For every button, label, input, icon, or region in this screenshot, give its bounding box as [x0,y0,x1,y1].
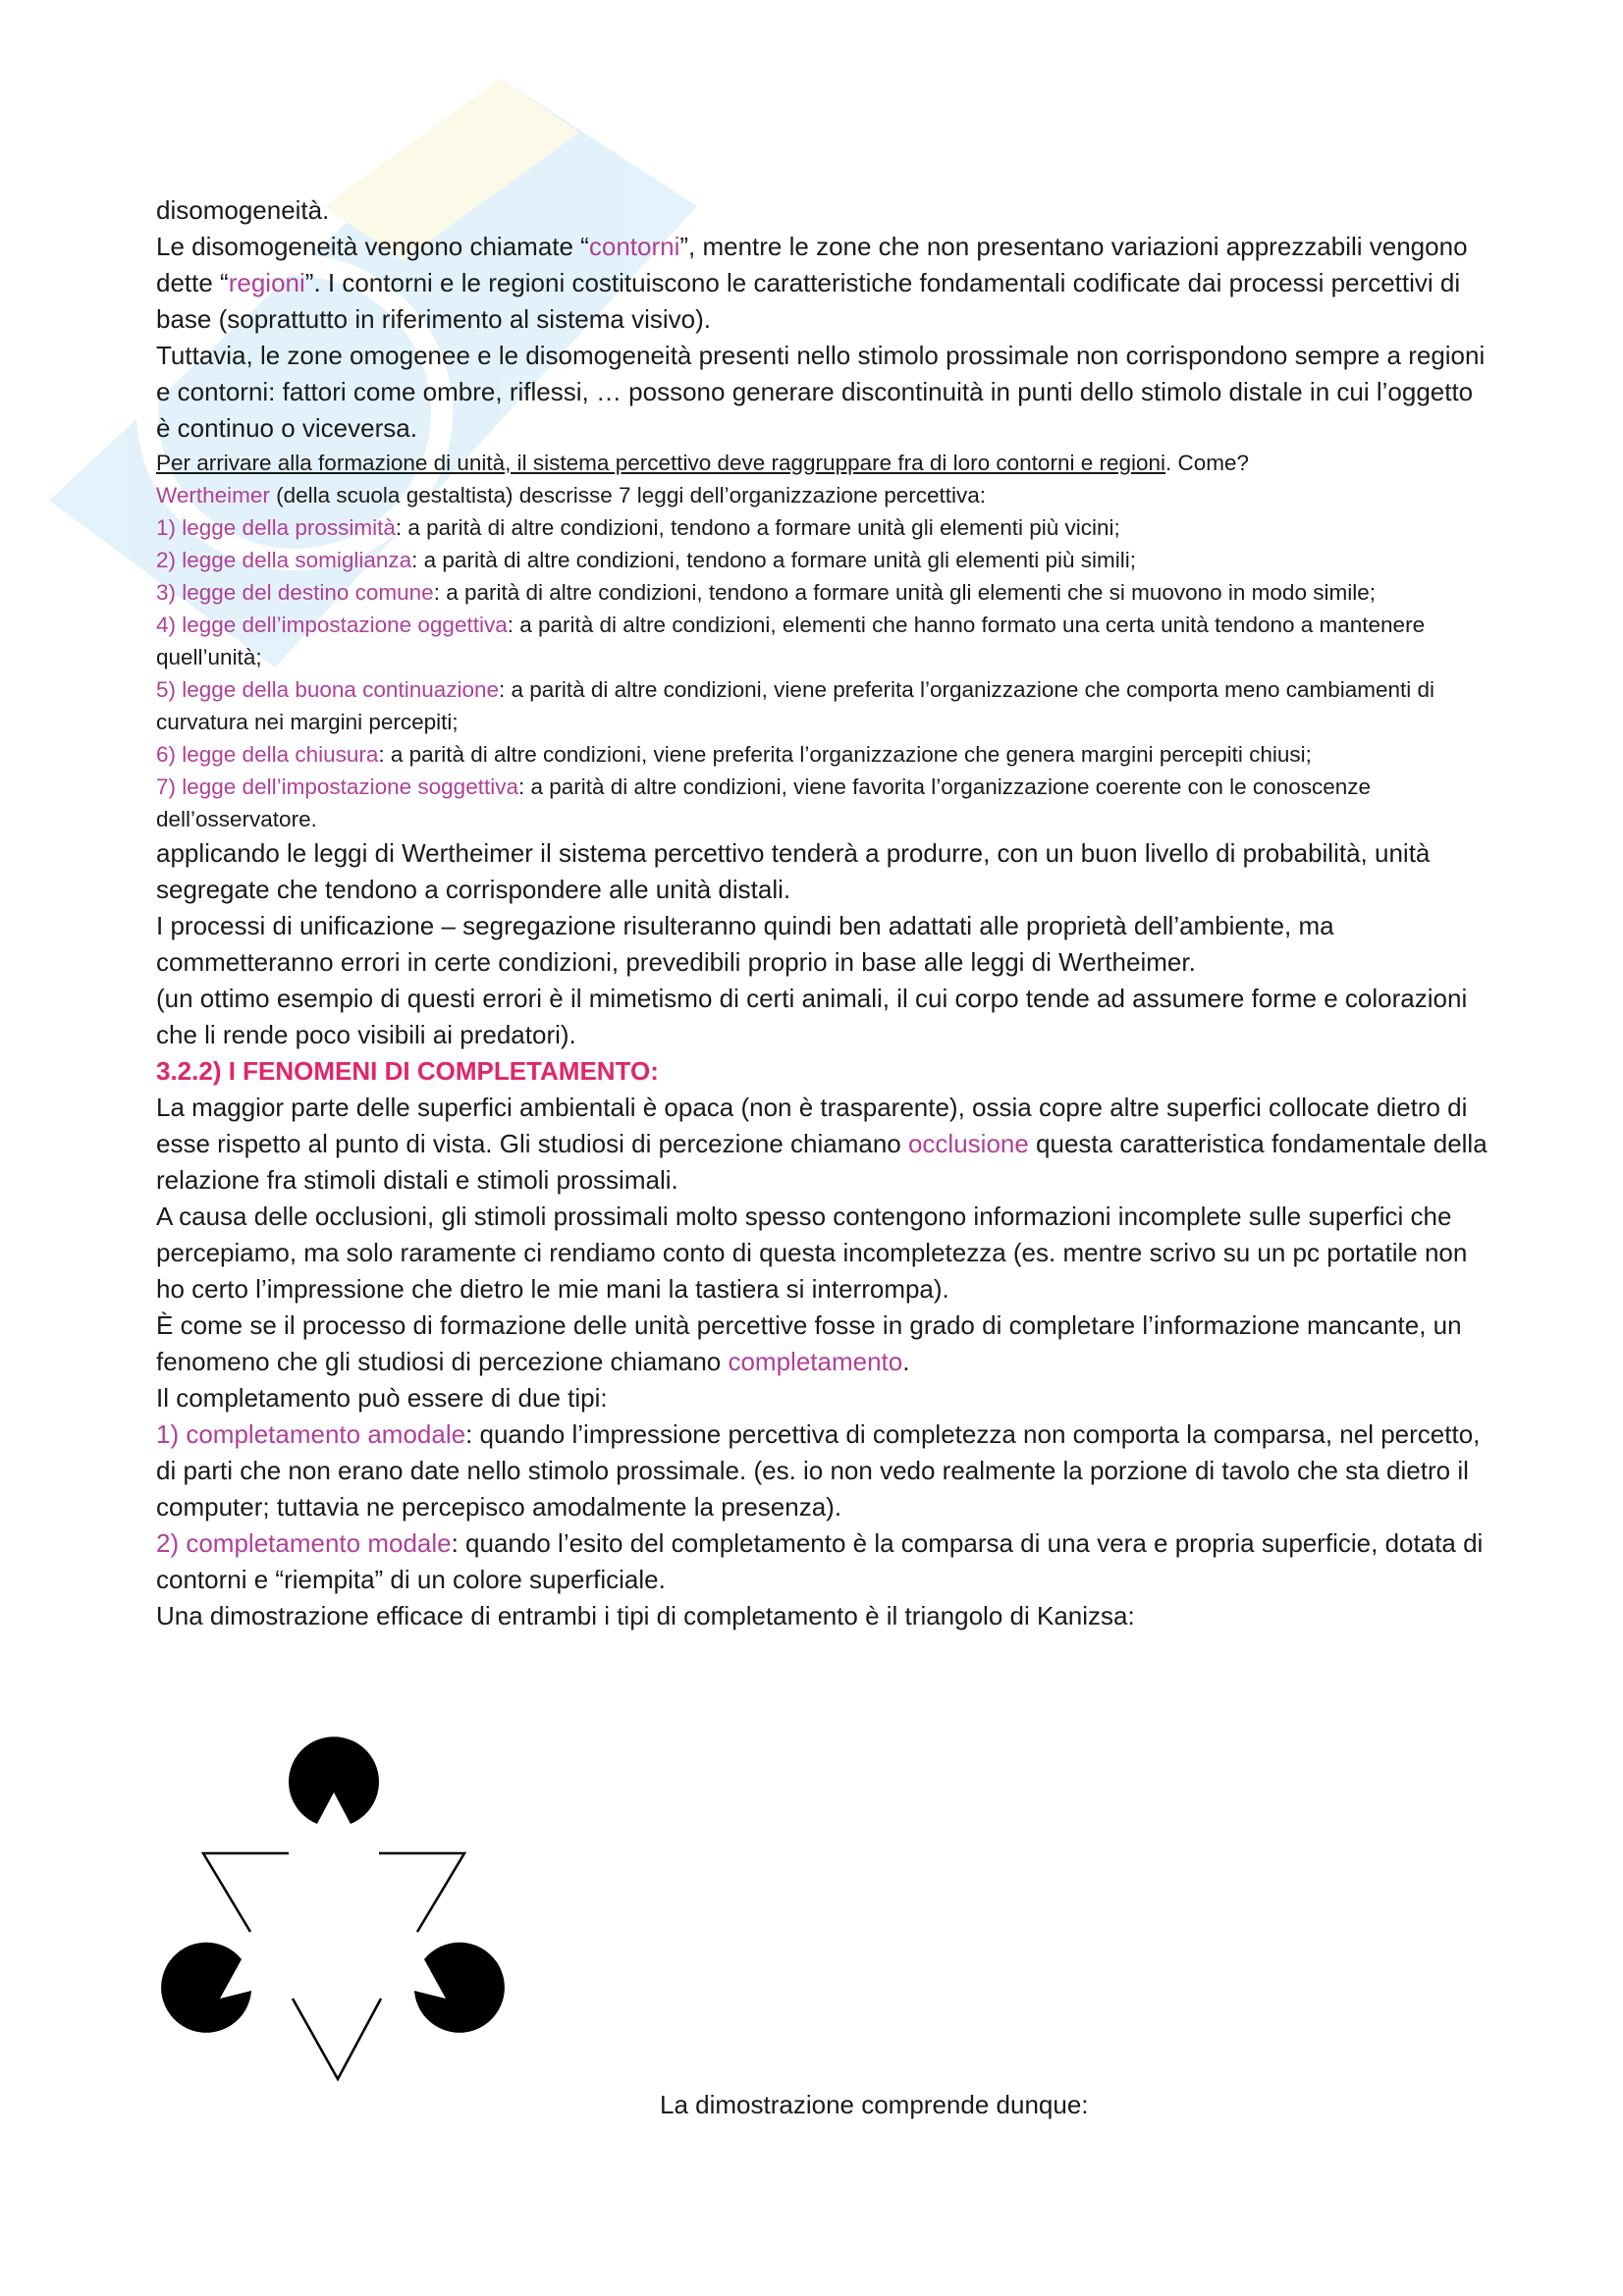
text-run: 3) legge del destino comune [156,580,434,605]
kanizsa-triangle-figure [147,1708,540,2091]
text-run: 1) completamento amodale [156,1419,466,1449]
text-run: occlusione [907,1129,1029,1158]
text-run: : a parità di altre condizioni, tendono a formare unità gli elementi più simili; [411,548,1137,572]
paragraph-p12 [156,1525,1491,1598]
text-run: 1) legge della prossimità [156,515,396,540]
text-run: 7) legge dell’impostazione soggettiva [156,774,518,799]
gestalt-laws-list [156,447,1491,835]
paragraph-s8 [156,738,1491,771]
paragraph-p3 [156,338,1491,447]
text-run: 2) completamento modale [156,1528,452,1558]
text-run: : quando l’impressione percettiva di completezza non comporta la comparsa, nel percetto, di parti che non erano date nello stimolo prossimale. (es. io non vedo realmente la porzione di tavolo che sta dietro il computer; tuttavia ne percepisco amodalmente la presenza). [156,1419,1481,1522]
paragraph-p13 [156,1598,1491,1634]
paragraph-s7 [156,673,1491,738]
text-run: Tuttavia, le zone omogenee e le disomogeneità presenti nello stimolo prossimale non corrispondono sempre a regioni e contorni: fattori come ombre, riflessi, … possono generare discontinuità in punti dello stimolo distale in cui l’oggetto è continuo o viceversa. [156,341,1486,443]
paragraph-s1 [156,447,1491,479]
wertheimer-paragraphs [156,835,1491,1053]
text-run: (della scuola gestaltista) descrisse 7 leggi dell’organizzazione percettiva: [269,483,987,507]
pacman-top [289,1736,379,1824]
text-run: : a parità di altre condizioni, viene preferita l’organizzazione che genera margini percepiti chiusi; [378,742,1312,767]
text-run: (un ottimo esempio di questi errori è il mimetismo di certi animali, il cui corpo tende ad assumere forme e colorazioni che li rende poco visibili ai predatori). [156,984,1468,1049]
paragraph-p5 [156,908,1491,981]
paragraph-p10 [156,1380,1491,1416]
outline-triangle-right-corner [379,1853,464,1932]
paragraph-s6 [156,609,1491,673]
intro-paragraphs [156,192,1491,447]
paragraph-p1 [156,192,1491,229]
text-run: A causa delle occlusioni, gli stimoli prossimali molto spesso contengono informazioni incomplete sulle superfici che percepiamo, ma solo raramente ci rendiamo conto di questa incompletezza (es. mentre scrivo su un pc portatile non ho certo l’impressione che dietro le mie mani la tastiera si interrompa). [156,1201,1468,1304]
pacman-left [161,1943,251,2033]
text-run: . Come? [1165,451,1250,475]
paragraph-p8 [156,1199,1491,1308]
text-run: 2) legge della somiglianza [156,548,412,572]
paragraph-s9 [156,771,1491,835]
text-run: 4) legge dell’impostazione oggettiva [156,613,508,637]
text-run: : a parità di altre condizioni, elementi che hanno formato una certa unità tendono a mantenere quell’unità; [156,613,1426,669]
paragraph-p7 [156,1090,1491,1199]
paragraph-s3 [156,511,1491,544]
text-run: contorni [588,232,680,261]
text-run: : a parità di altre condizioni, viene preferita l’organizzazione che comporta meno cambiamenti di curvatura nei margini percepiti; [156,677,1435,734]
text-run: Per arrivare alla formazione di unità, il sistema percettivo deve raggruppare fra di loro contorni e regioni [156,451,1166,475]
text-run: : a parità di altre condizioni, tendono a formare unità gli elementi che si muovono in modo simile; [433,580,1376,605]
text-run: Il completamento può essere di due tipi: [156,1383,608,1413]
text-run: ”, mentre le zone che non presentano variazioni apprezzabili vengono dette “ [156,232,1468,297]
outline-triangle-bottom-corner [293,1999,381,2079]
text-run: È come se il processo di formazione delle unità percettive fosse in grado di completare l’informazione mancante, un fenomeno che gli studiosi di percezione chiamano [156,1310,1462,1376]
text-run: Wertheimer [156,483,270,507]
text-run: : a parità di altre condizioni, viene favorita l’organizzazione coerente con le conoscenze dell’osservatore. [156,774,1371,831]
text-run: 5) legge della buona continuazione [156,677,500,702]
text-run: Una dimostrazione efficace di entrambi i tipi di completamento è il triangolo di Kanizsa: [156,1601,1135,1630]
text-run: La maggior parte delle superfici ambientali è opaca (non è trasparente), ossia copre altre superfici collocate dietro di esse rispetto al punto di vista. Gli studiosi di percezione chiamano [156,1093,1468,1158]
paragraph-s4 [156,544,1491,576]
text-run: I processi di unificazione – segregazione risulteranno quindi ben adattati alle proprietà dell’ambiente, ma commetteranno errori in certe condizioni, prevedibili proprio in base alle leggi di Wertheimer. [156,911,1334,977]
text-run: . [902,1347,910,1376]
text-run: Le disomogeneità vengono chiamate “ [156,232,589,261]
text-run: disomogeneità. [156,195,330,225]
paragraph-s5 [156,576,1491,609]
pacman-right [414,1943,505,2033]
text-run: regioni [228,268,305,297]
paragraph-p11 [156,1416,1491,1525]
text-run: ”. I contorni e le regioni costituiscono le caratteristiche fondamentali codificate dai processi percettivi di base (soprattutto in riferimento al sistema visivo). [156,268,1461,334]
text-run: 6) legge della chiusura [156,742,379,767]
document-page [156,192,1491,1634]
text-run: completamento [728,1347,903,1376]
paragraph-p4 [156,835,1491,908]
completion-paragraphs [156,1090,1491,1634]
section-heading: 3.2.2) I FENOMENI DI COMPLETAMENTO: [156,1056,659,1086]
text-run: : a parità di altre condizioni, tendono a formare unità gli elementi più vicini; [395,515,1120,540]
paragraph-p6 [156,981,1491,1053]
outline-triangle-left-corner [203,1853,289,1932]
text-run: questa caratteristica fondamentale della relazione fra stimoli distali e stimoli prossimali. [156,1129,1488,1195]
figure-caption: La dimostrazione comprende dunque: [660,2090,1089,2119]
paragraph-p2 [156,229,1491,338]
paragraph-s2 [156,479,1491,511]
text-run: applicando le leggi di Wertheimer il sistema percettivo tenderà a produrre, con un buon livello di probabilità, unità segregate che tendono a corrispondere alle unità distali. [156,838,1431,904]
paragraph-p9 [156,1308,1491,1380]
text-run: : quando l’esito del completamento è la comparsa di una vera e propria superficie, dotata di contorni e “riempita” di un colore superficiale. [156,1528,1484,1594]
